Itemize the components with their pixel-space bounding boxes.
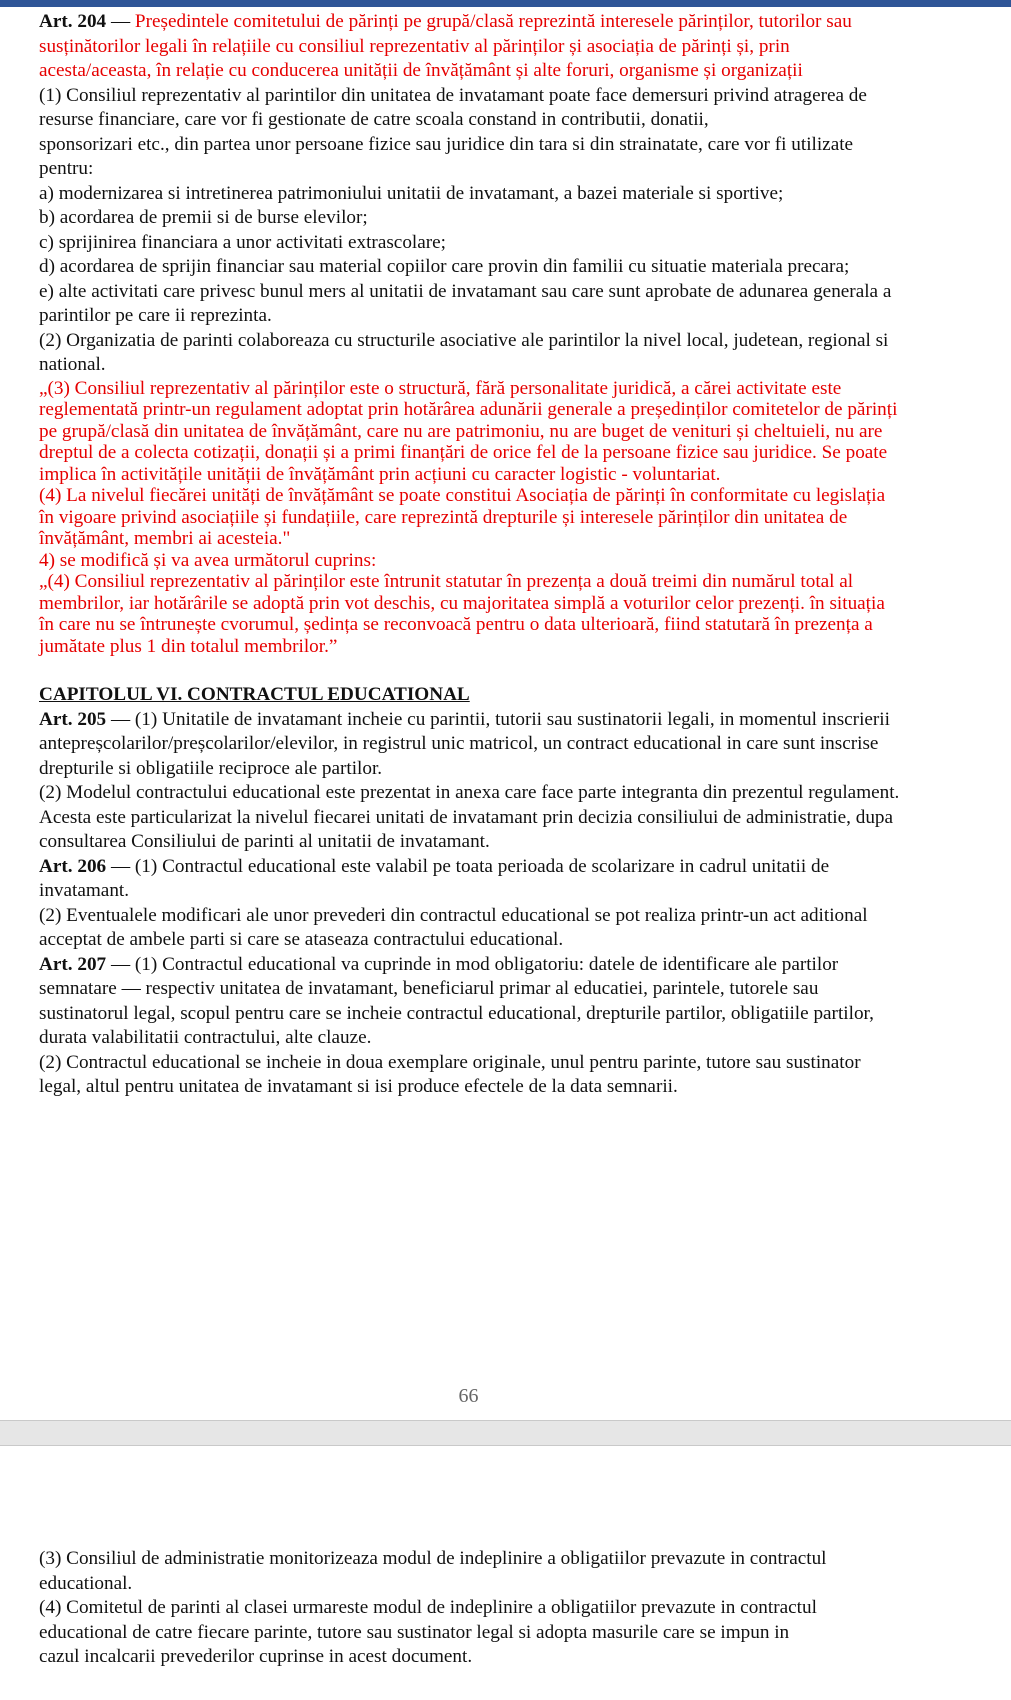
amendment-paragraph: 4) se modifică și va avea următorul cuprins: xyxy=(39,549,377,571)
window-top-bar xyxy=(0,0,1011,7)
amendment-block xyxy=(39,378,901,658)
article-label: Art. 204 xyxy=(39,11,107,32)
article-206 xyxy=(39,855,901,904)
article-dash: — xyxy=(106,11,135,32)
article-207 xyxy=(39,953,901,1051)
list-item: c) sprijinirea financiara a unor activitati extrascolare; xyxy=(39,231,446,253)
amendment-paragraph: „(3) Consiliul reprezentativ al părinților este o structură, fără personalitate juridică, a cărei activitate este reglementată printr-un regulament adoptat prin hotărârea adunării generale a președinților comitetelor de părinți pe grupă/clasă din unitatea de învățământ, care nu are patrimoniu, nu are buget de venituri și cheltuieli, nu are dreptul de a colecta cotizații, donații și a primi finanțări de orice fel de la persoane fizice sau juridice. Se poate implica în activitățile unității de învățământ prin acțiuni cu caracter logistic - voluntariat. xyxy=(39,377,898,485)
article-label: Art. 205 xyxy=(39,708,107,730)
article-206-text: — (1) Contractul educational este valabil pe toata perioada de scolarizare in cadrul unitatii de invatamant. xyxy=(39,855,830,901)
paragraph: (2) Organizatia de parinti colaboreaza cu structurile asociative ale parintilor la nivel local, judetean, regional si national. xyxy=(39,329,889,375)
chapter-heading: CAPITOLUL VI. CONTRACTUL EDUCATIONAL xyxy=(39,684,470,705)
article-205 xyxy=(39,708,901,733)
article-label: Art. 207 xyxy=(39,953,107,975)
page-content xyxy=(39,1547,901,1670)
page-separator xyxy=(0,1420,1011,1446)
paragraph: (2) Contractul educational se incheie in doua exemplare originale, unul pentru parinte, tutore sau sustinator legal, altul pentru unitatea de invatamant si isi produce efectele de la data semnarii. xyxy=(39,1051,861,1097)
article-204-text: Președintele comitetului de părinți pe grupă/clasă reprezintă interesele părinților, tutorilor sau susținătorilor legali în relațiile cu consiliul reprezentativ al părinților și asociația de părinți și, prin acesta/aceasta, în relație cu conducerea unității de învățământ și alte foruri, organisme și organizații xyxy=(39,11,852,81)
list-item: a) modernizarea si intretinerea patrimoniului unitatii de invatamant, a bazei materiale si sportive; xyxy=(39,182,784,204)
document-page-66 xyxy=(0,7,1011,1420)
article-207-text: — (1) Contractul educational va cuprinde in mod obligatoriu: datele de identificare ale partilor semnatare — respectiv unitatea de invatamant, beneficiarul primar al educatiei, parintele, tutorele sau sustinatorul legal, scopul pentru care se incheie contractul educational, drepturile partilor, obligatiile partilor, durata valabilitatii contractului, alte clauze. xyxy=(39,953,874,1048)
paragraph: (2) Eventualele modificari ale unor prevederi din contractul educational se pot realiza printr-un act aditional acceptat de ambele parti si care se ataseaza contractului educational. xyxy=(39,904,868,950)
article-label: Art. 206 xyxy=(39,855,107,877)
paragraph: antepreșcolarilor/preșcolarilor/elevilor, in registrul unic matricol, un contract educational in care sunt inscrise drepturile si obligatiile reciproce ale partilor. xyxy=(39,733,879,779)
list-item: d) acordarea de sprijin financiar sau material copiilor care provin din familii cu situatie materiala precara; xyxy=(39,256,850,277)
article-205-text: — (1) Unitatile de invatamant incheie cu parintii, tutorii sau sustinatorii legali, in momentul inscrierii xyxy=(106,708,890,730)
page-number: 66 xyxy=(458,1385,479,1407)
article-204 xyxy=(39,10,901,84)
amendment-paragraph: „(4) Consiliul reprezentativ al părinților este întrunit statutar în prezența a două treimi din numărul total al membrilor, iar hotărârile se adoptă prin vot deschis, cu majoritatea simplă a voturilor celor prezenți. în situația în care nu se întrunește cvorumul, ședința se reconvoacă pentru o data ulterioară, fiind statutară în prezența a jumătate plus 1 din totalul membrilor.” xyxy=(39,571,885,657)
document-page-67 xyxy=(0,1446,1011,1700)
amendment-paragraph: (4) La nivelul fiecărei unități de învățământ se poate constitui Asociația de părinți în conformitate cu legislația în vigoare privind asociațiile și fundațiile, care reprezintă drepturile și interesele părinților din unitatea de învățământ, membri ai acesteia." xyxy=(39,485,886,549)
paragraph: (4) Comitetul de parinti al clasei urmareste modul de indeplinire a obligatiilor prevazute in contractul educational de catre fiecare parinte, tutore sau sustinator legal si adopta masurile care se impun in xyxy=(39,1597,817,1643)
page-content xyxy=(39,10,901,1100)
paragraph: cazul incalcarii prevederilor cuprinse in acest document. xyxy=(39,1646,473,1667)
paragraph: sponsorizari etc., din partea unor persoane fizice sau juridice din tara si din strainatate, care vor fi utilizate pentru: xyxy=(39,133,854,179)
paragraph: (2) Modelul contractului educational este prezentat in anexa care face parte integranta din prezentul regulament. Acesta este particularizat la nivelul fiecarei unitati de invatamant prin decizia consiliului de administratie, dupa consultarea Consiliului de parinti al unitatii de invatamant. xyxy=(39,782,900,852)
paragraph: (3) Consiliul de administratie monitorizeaza modul de indeplinire a obligatiilor prevazute in contractul educational. xyxy=(39,1548,827,1594)
paragraph: (1) Consiliul reprezentativ al parintilor din unitatea de invatamant poate face demersuri privind atragerea de resurse financiare, care vor fi gestionate de catre scoala constand in contributii, donatii, xyxy=(39,84,867,130)
list-item: b) acordarea de premii si de burse elevilor; xyxy=(39,207,368,228)
list-item: e) alte activitati care privesc bunul mers al unitatii de invatamant sau care sunt aprobate de adunarea generala a parintilor pe care ii reprezinta. xyxy=(39,280,892,326)
